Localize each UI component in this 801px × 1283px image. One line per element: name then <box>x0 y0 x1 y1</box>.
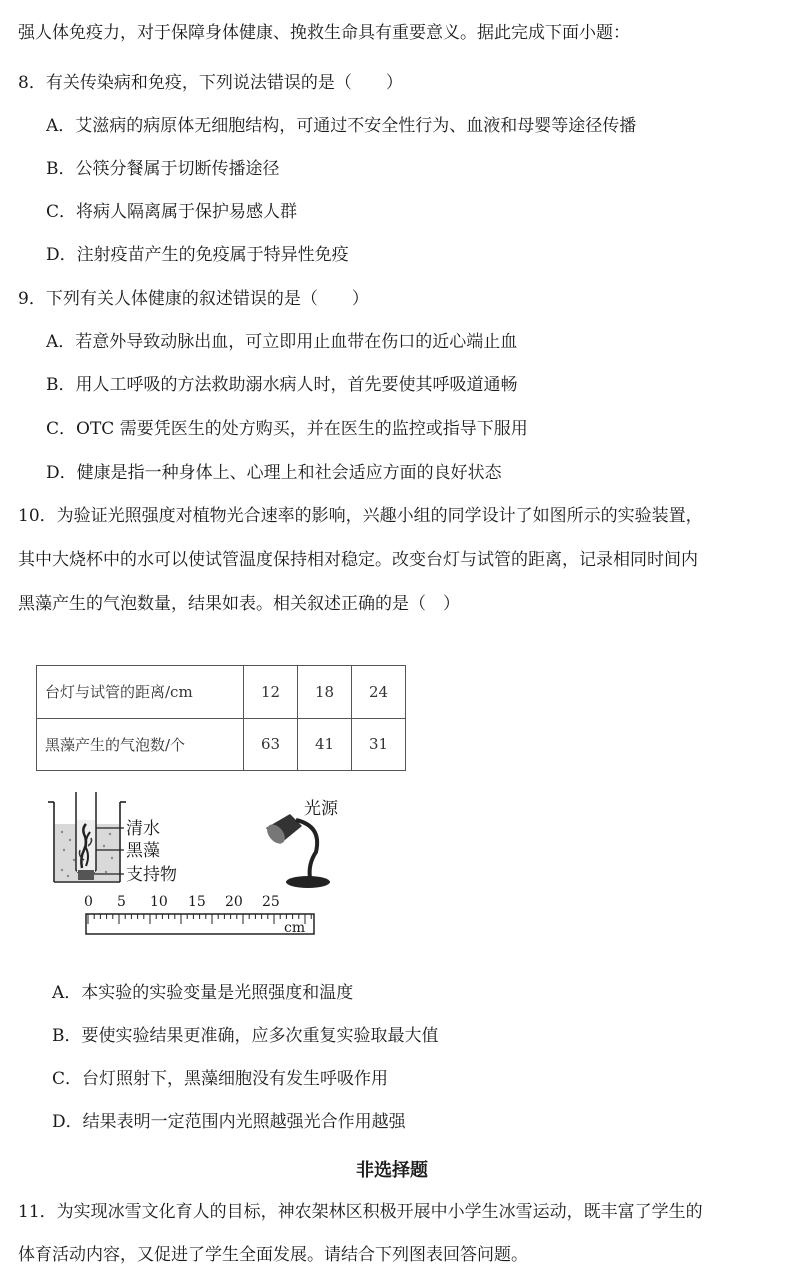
intro-text: 强人体免疫力，对于保障身体健康、挽救生命具有重要意义。据此完成下面小题： <box>18 23 630 43</box>
ruler-tick-label: 15 <box>188 894 206 910</box>
label-algae: 黑藻 <box>126 841 160 861</box>
question-8-option-b: B．公筷分餐属于切断传播途径 <box>46 159 280 179</box>
question-10-stem-line-2: 其中大烧杯中的水可以使试管温度保持相对稳定。改变台灯与试管的距离，记录相同时间内 <box>18 550 698 570</box>
section-title: 非选择题 <box>356 1160 428 1181</box>
question-8-option-a: A．艾滋病的病原体无细胞结构，可通过不安全性行为、血液和母婴等途径传播 <box>46 116 637 136</box>
support-icon <box>78 870 94 880</box>
ruler-tick-label: 0 <box>84 894 93 910</box>
table-cell: 31 <box>352 718 406 771</box>
question-10-option-b: B．要使实验结果更准确，应多次重复实验取最大值 <box>52 1026 439 1046</box>
ruler-tick-label: 25 <box>262 894 280 910</box>
table-cell: 63 <box>244 718 298 771</box>
question-11-stem-line-1: 11．为实现冰雪文化育人的目标，神农架林区积极开展中小学生冰雪运动，既丰富了学生的 <box>18 1202 703 1222</box>
table-row <box>37 718 406 771</box>
table-cell: 12 <box>244 666 298 719</box>
ruler-tick-label: 5 <box>117 894 126 910</box>
ruler <box>84 894 314 936</box>
question-10-stem-line-3: 黑藻产生的气泡数量，结果如表。相关叙述正确的是（ ） <box>18 594 460 614</box>
row-label-bubbles: 黑藻产生的气泡数/个 <box>37 718 244 771</box>
results-table <box>36 665 406 771</box>
label-water: 清水 <box>126 819 160 839</box>
label-support: 支持物 <box>126 865 177 885</box>
question-8-option-d: D．注射疫苗产生的免疫属于特异性免疫 <box>46 245 349 265</box>
question-10-option-c: C．台灯照射下，黑藻细胞没有发生呼吸作用 <box>52 1069 389 1089</box>
table-cell: 41 <box>298 718 352 771</box>
label-light-source: 光源 <box>304 799 338 819</box>
row-label-distance: 台灯与试管的距离/cm <box>37 666 244 719</box>
question-9-option-d: D．健康是指一种身体上、心理上和社会适应方面的良好状态 <box>46 463 502 483</box>
desk-lamp-icon <box>264 814 330 888</box>
question-11-stem-line-2: 体育活动内容，又促进了学生全面发展。请结合下列图表回答问题。 <box>18 1245 528 1265</box>
experiment-apparatus-figure <box>40 790 340 940</box>
question-8-stem: 8．有关传染病和免疫，下列说法错误的是（ ） <box>18 73 403 93</box>
table-row <box>37 666 406 719</box>
question-10-option-a: A．本实验的实验变量是光照强度和温度 <box>52 983 354 1003</box>
question-8-option-c: C．将病人隔离属于保护易感人群 <box>46 202 298 222</box>
question-9-option-b: B．用人工呼吸的方法救助溺水病人时，首先要使其呼吸道通畅 <box>46 375 518 395</box>
question-9-option-c: C．OTC 需要凭医生的处方购买，并在医生的监控或指导下服用 <box>46 419 528 439</box>
question-9-stem: 9．下列有关人体健康的叙述错误的是（ ） <box>18 289 369 309</box>
ruler-unit: cm <box>284 920 306 936</box>
table-cell: 18 <box>298 666 352 719</box>
question-9-option-a: A．若意外导致动脉出血，可立即用止血带在伤口的近心端止血 <box>46 332 518 352</box>
question-10-option-d: D．结果表明一定范围内光照越强光合作用越强 <box>52 1112 406 1132</box>
ruler-tick-label: 20 <box>225 894 243 910</box>
ruler-tick-label: 10 <box>150 894 168 910</box>
table-cell: 24 <box>352 666 406 719</box>
question-10-stem-line-1: 10．为验证光照强度对植物光合速率的影响，兴趣小组的同学设计了如图所示的实验装置， <box>18 506 703 526</box>
